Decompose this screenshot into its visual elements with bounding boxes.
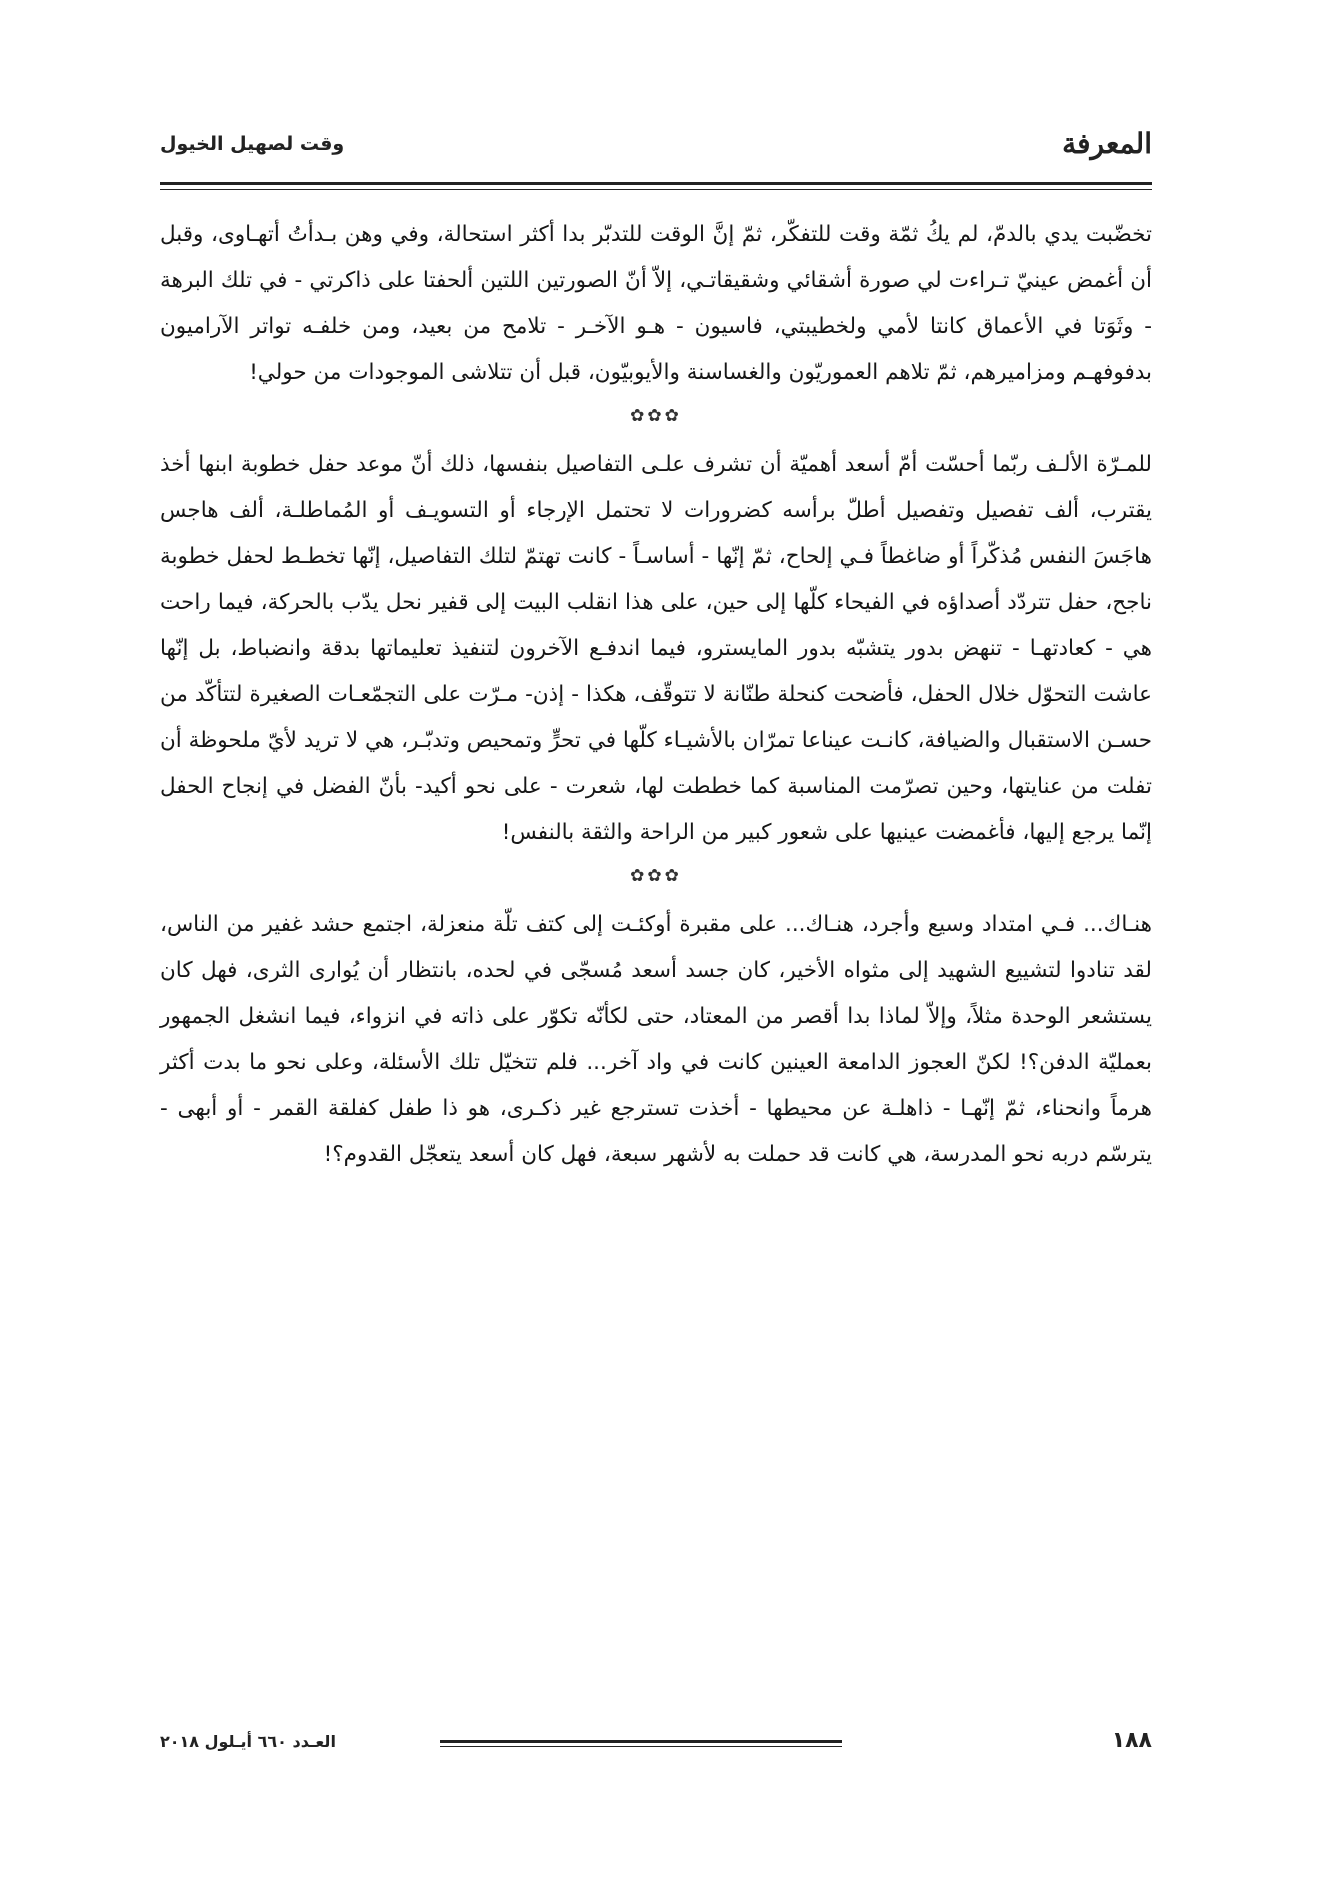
article-body — [160, 212, 1152, 1178]
footer-rule-thin — [440, 1746, 842, 1747]
footer-rule — [440, 1740, 842, 1743]
page-number: ١٨٨ — [1111, 1728, 1152, 1753]
section-separator: ✿✿✿ — [630, 406, 682, 426]
issue-info: العـدد ٦٦٠ أيـلول ٢٠١٨ — [160, 1732, 336, 1751]
journal-name: المعرفة — [1062, 127, 1152, 160]
paragraph: للمـرّة الألـف ربّما أحسّت أمّ أسعد أهميّة أن تشرف علـى التفاصيل بنفسها، ذلك أنّ موعد حفل خطوبة ابنها أخذ يقترب، ألف تفصيل وتفصيل أطلّ برأسه كضرورات لا تحتمل الإرجاء أو التسويـف أو المُماطلـة، ألف هاجس هاجَسَ النفس مُذكّراً أو ضاغطاً فـي إلحاح، ثمّ إنّها - أساسـاً - كانت تهتمّ لتلك التفاصيل، إنّها تخطـط لحفل خطوبة ناجح، حفل تتردّد أصداؤه في الفيحاء كلّها إلى حين، على هذا انقلب البيت إلى قفير نحل يدّب بالحركة، فيما راحت هي - كعادتهـا - تنهض بدور يتشبّه بدور المايسترو، فيما اندفـع الآخرون لتنفيذ تعليماتها بدقة وانضباط، بل إنّها عاشت التحوّل خلال الحفل، فأضحت كنحلة طنّانة لا تتوقّف، هكذا - إذن- مـرّت على التجمّعـات الصغيرة لتتأكّد من حسـن الاستقبال والضيافة، كانـت عيناعا تمرّان بالأشيـاء كلّها في تحرٍّ وتمحيص وتدبّـر، هي لا تريد لأيّ ملحوظة أن تفلت من عنايتها، وحين تصرّمت المناسبة كما خططت لها، شعرت - على نحو أكيد- بأنّ الفضل في إنجاح الحفل إنّما يرجع إليها، فأغمضت عينيها على شعور كبير من الراحة والثقة بالنفس! — [160, 452, 1152, 845]
paragraph: هنـاك... فـي امتداد وسيع وأجرد، هنـاك... على مقبرة أوكئـت إلى كتف تلّة منعزلة، اجتمع حشد غفير من الناس، لقد تنادوا لتشييع الشهيد إلى مثواه الأخير، كان جسد أسعد مُسجّى في لحده، بانتظار أن يُوارى الثرى، فهل كان يستشعر الوحدة مثلاً، وإلاّ لماذا بدا أقصر من المعتاد، حتى لكأنّه تكوّر على ذاته في انزواء، فيما انشغل الجمهور بعمليّة الدفن؟! لكنّ العجوز الدامعة العينين كانت في واد آخر... فلم تتخيّل تلك الأسئلة، وعلى نحو ما بدت أكثر هرماً وانحناء، ثمّ إنّهـا - ذاهلـة عن محيطها - أخذت تسترجع غير ذكـرى، هو ذا طفل كفلقة القمر - أو أبهى - يترسّم دربه نحو المدرسة، هي كانت قد حملت به لأشهر سبعة، فهل كان أسعد يتعجّل القدوم؟! — [160, 912, 1152, 1167]
page-footer — [160, 1728, 1152, 1758]
section-separator: ✿✿✿ — [630, 866, 682, 886]
running-title: وقت لصهيل الخيول — [160, 133, 345, 155]
page-header — [160, 125, 1152, 173]
header-rule-thin — [160, 189, 1152, 190]
header-rule — [160, 182, 1152, 185]
paragraph: تخضّبت يدي بالدمّ، لم يكُ ثمّة وقت للتفكّر، ثمّ إنَّ الوقت للتدبّر بدا أكثر استحالة، وفي وهن بـدأتُ أتهـاوى، وقبل أن أغمض عينيّ تـراءت لي صورة أشقائي وشقيقاتـي، إلاّ أنّ الصورتين اللتين ألحفتا على ذاكرتي - في تلك البرهة - وثَوَتا في الأعماق كانتا لأمي ولخطيبتي، فاسيون - هـو الآخـر - تلامح من بعيد، ومن خلفـه تواتر الآراميون بدفوفهـم ومزاميرهم، ثمّ تلاهم العموريّون والغساسنة والأيوبيّون، قبل أن تتلاشى الموجودات من حولي! — [160, 222, 1152, 385]
